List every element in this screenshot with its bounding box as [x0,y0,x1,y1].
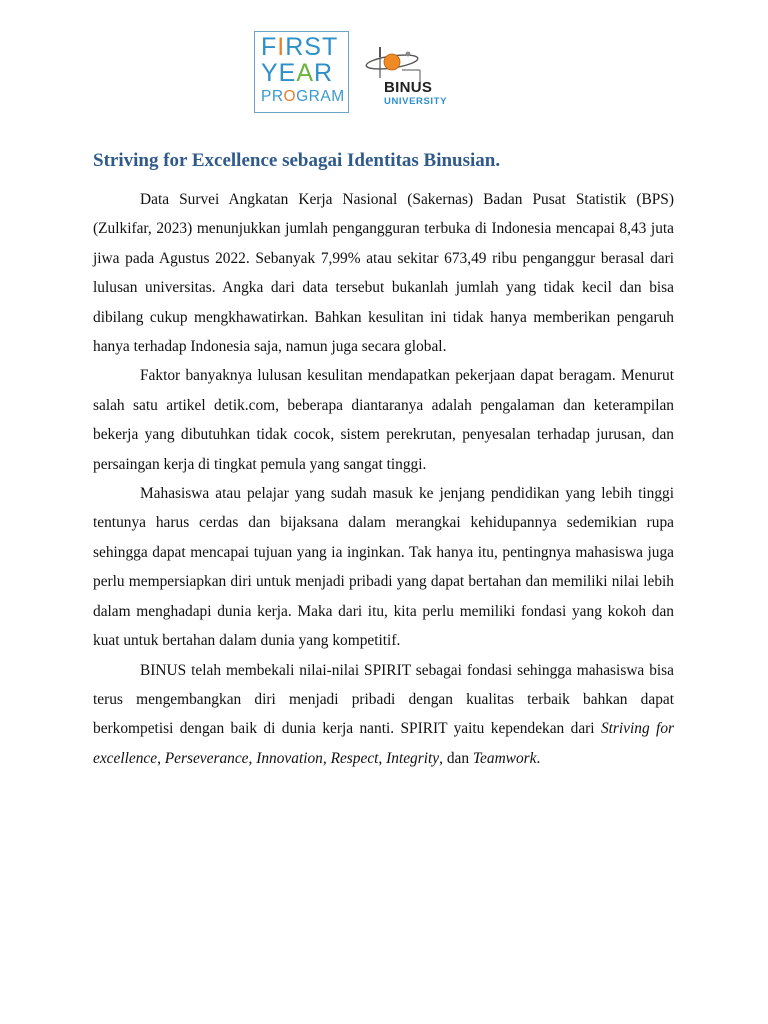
header-logos [0,28,768,120]
fyp-line-2: YEAR [261,59,334,87]
document-title: Striving for Excellence sebagai Identitas Binusian. [93,150,501,171]
binus-emblem-icon [362,42,422,82]
binus-university-logo [362,42,472,108]
fyp-line-3: PROGRAM [261,88,345,105]
paragraph-2: Faktor banyaknya lulusan kesulitan mendapatkan pekerjaan dapat beragam. Menurut salah satu artikel detik.com, beberapa diantaranya adalah pengalaman dan keterampilan bekerja yang dibutuhkan tidak cocok, sistem perekrutan, penyesalan terhadap jurusan, dan persaingan kerja di tingkat pemula yang sangat tinggi. [93,367,674,473]
paragraph-4-text-b: , dan [439,749,473,767]
document-body [93,185,674,773]
paragraph-4 [93,656,674,774]
teamwork-italic: Teamwork [472,749,537,767]
spirit-values-italic: Striving for excellence, Perseverance, Innovation, Respect, Integrity [93,720,675,767]
binus-subtitle: UNIVERSITY [384,96,448,107]
binus-name: BINUS [384,79,433,96]
paragraph-4-text-c: . [536,749,541,767]
first-year-program-logo [254,31,349,113]
paragraph-3: Mahasiswa atau pelajar yang sudah masuk ke jenjang pendidikan yang lebih tinggi tentunya harus cerdas dan bijaksana dalam merangkai kehidupannya sedemikian rupa sehingga dapat mencapai tujuan yang ia inginkan. Tak hanya itu, pentingnya mahasiswa juga perlu mempersiapkan diri untuk menjadi pribadi yang dapat bertahan dan memiliki nilai lebih dalam menghadapi dunia kerja. Maka dari itu, kita perlu memiliki fondasi yang kokoh dan kuat untuk bertahan dalam dunia yang kompetitif. [93,485,674,650]
paragraph-1: Data Survei Angkatan Kerja Nasional (Sakernas) Badan Pusat Statistik (BPS) (Zulkifar, 2023) menunjukkan jumlah pengangguran terbuka di Indonesia mencapai 8,43 juta jiwa pada Agustus 2022. Sebanyak 7,99% atau sekitar 673,49 ribu penganggur berasal dari lulusan universitas. Angka dari data tersebut bukanlah jumlah yang tidak kecil dan bisa dibilang cukup mengkhawatirkan. Bahkan kesulitan ini tidak hanya memberikan pengaruh hanya terhadap Indonesia saja, namun juga secara global. [93,191,674,356]
fyp-line-1: FIRST [261,33,339,61]
paragraph-4-text-a: BINUS telah membekali nilai-nilai SPIRIT sebagai fondasi sehingga mahasiswa bisa terus mengembangkan diri menjadi pribadi dengan kualitas terbaik bahkan dapat berkompetisi dengan baik di dunia kerja nanti. SPIRIT yaitu kependekan dari [93,661,674,738]
